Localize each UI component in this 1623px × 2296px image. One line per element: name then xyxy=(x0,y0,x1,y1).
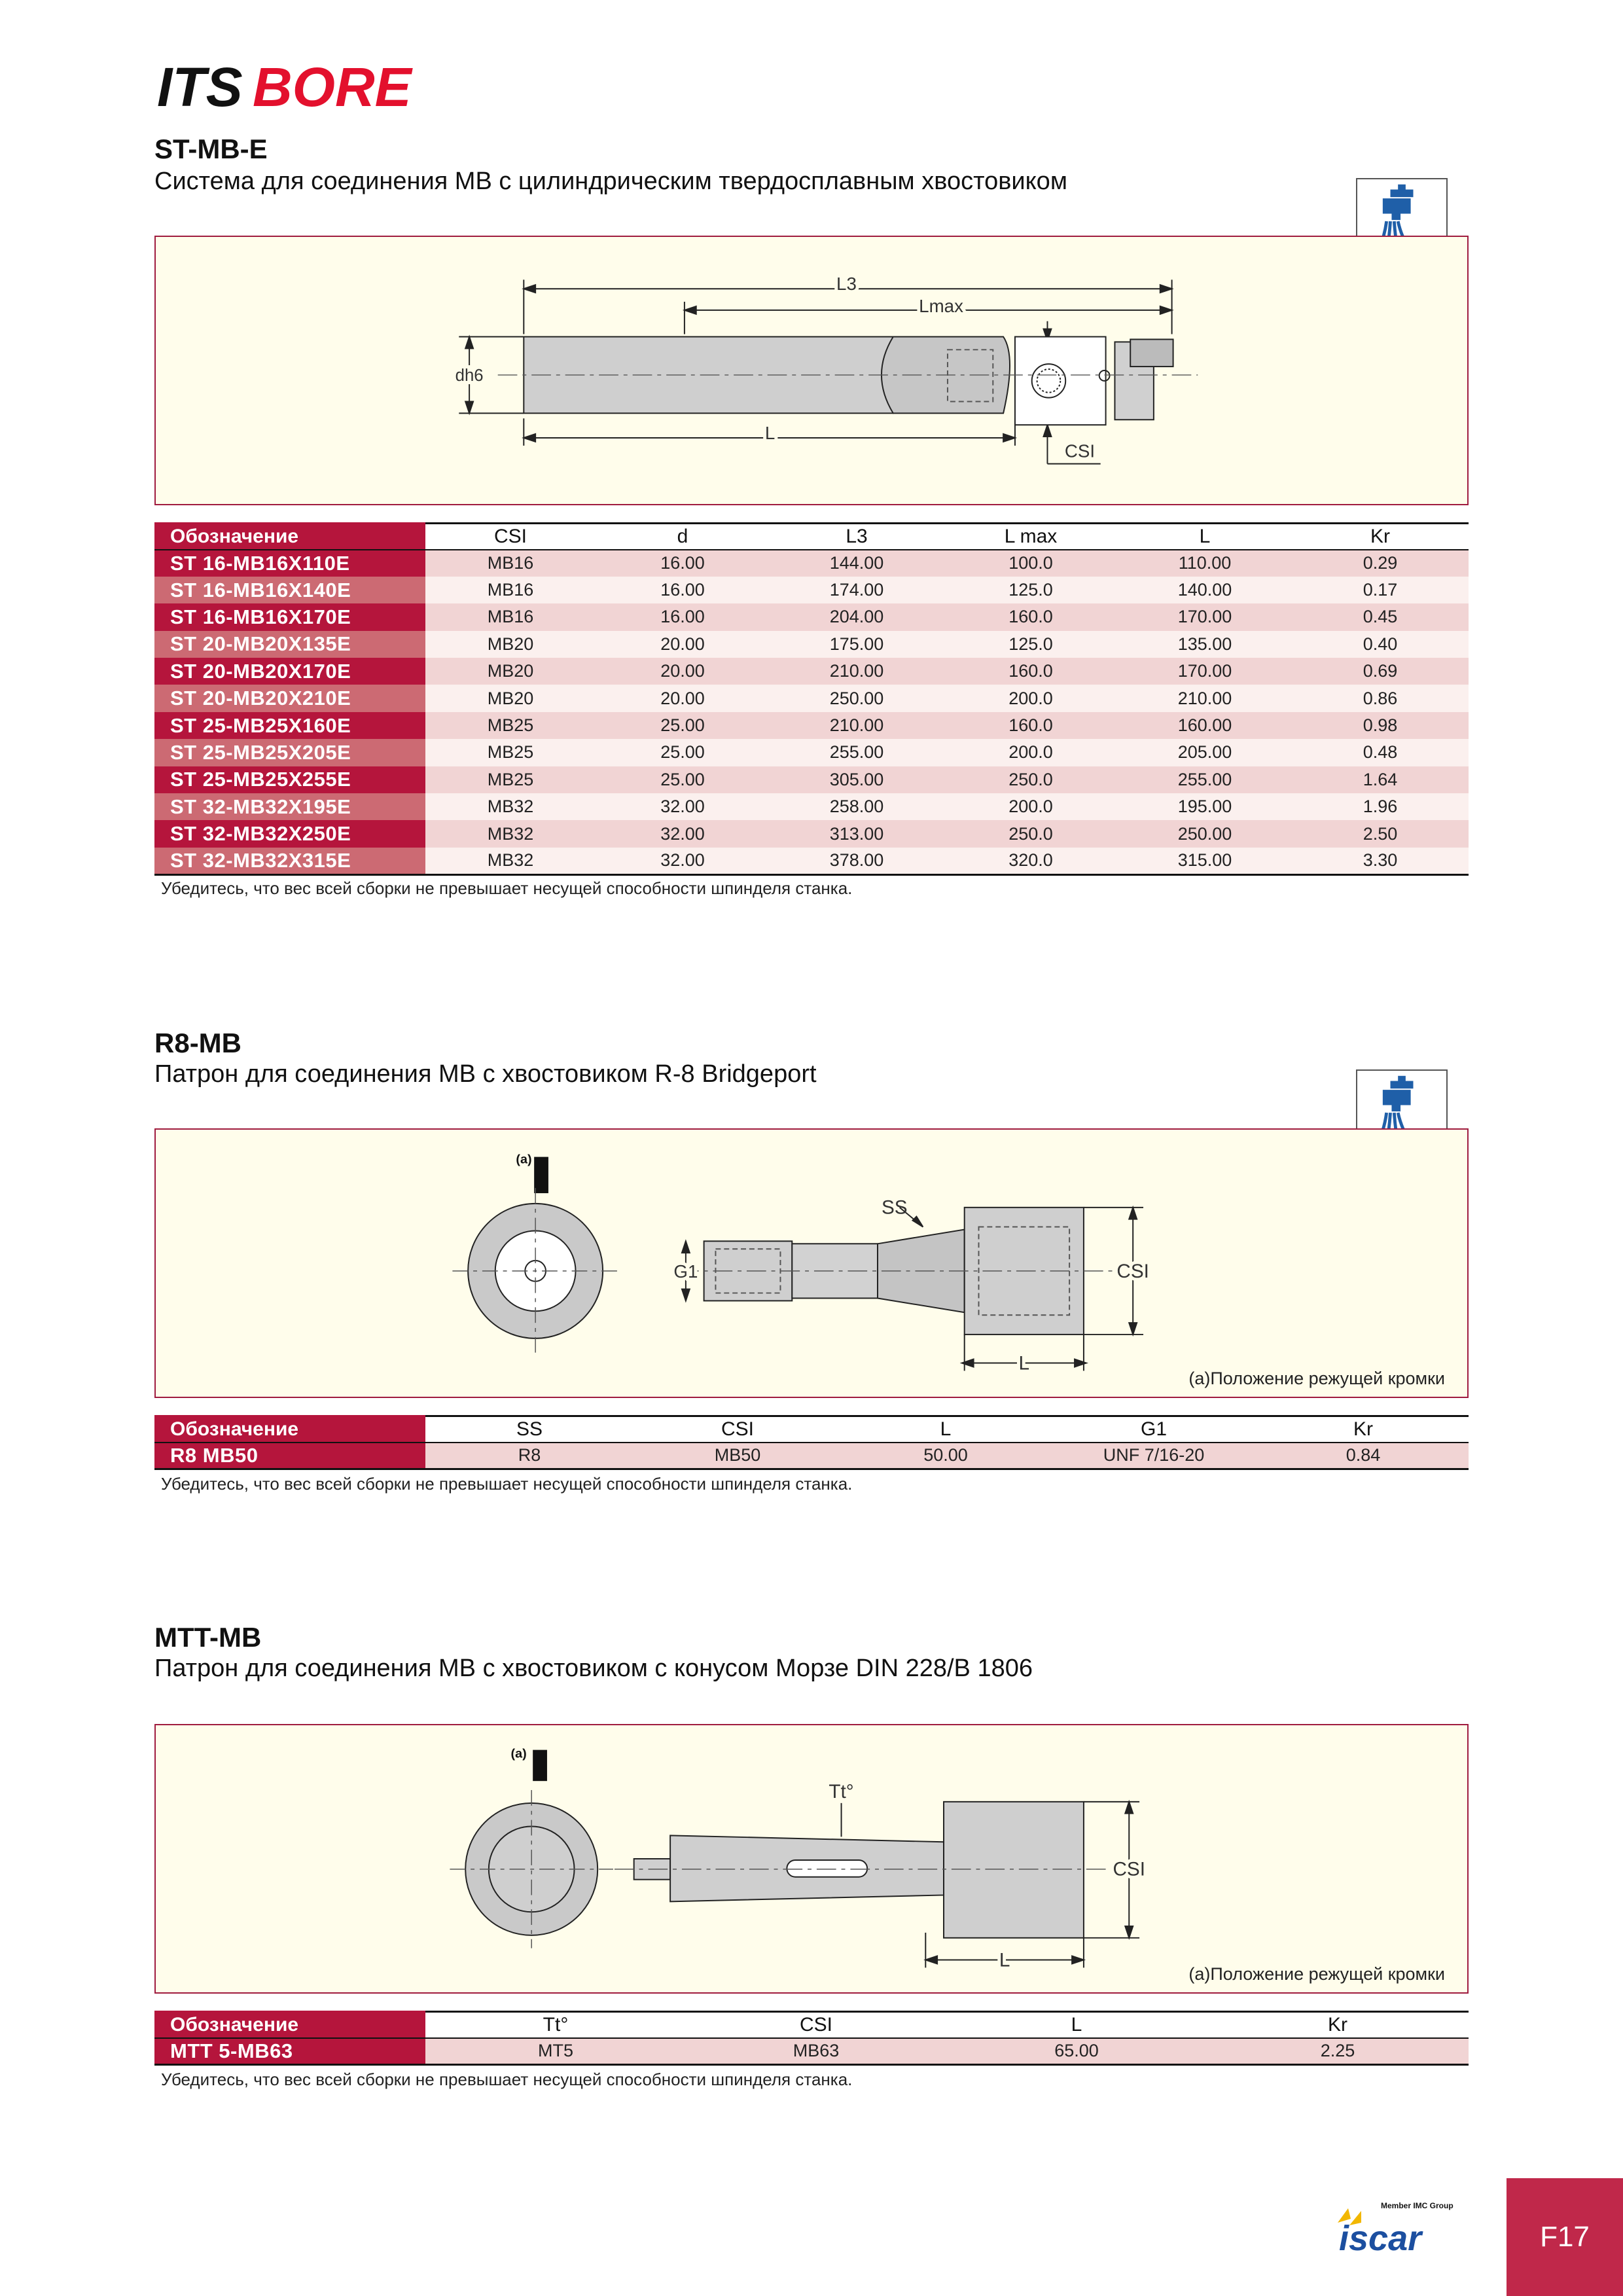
col-kr: Kr xyxy=(1292,524,1469,550)
section-subtitle-st-mb-e: Система для соединения MB с цилиндрическим твердосплавным хвостовиком xyxy=(154,168,1067,195)
table-cell: 20.00 xyxy=(596,685,770,711)
table-cell: MB32 xyxy=(425,820,596,847)
col-csi: CSI xyxy=(633,1416,842,1443)
member-imc-text: Member IMC Group xyxy=(1381,2201,1454,2210)
table-cell: 200.0 xyxy=(944,793,1118,820)
col-csi: CSI xyxy=(686,2012,946,2038)
col-d: d xyxy=(596,524,770,550)
table-row xyxy=(154,658,1469,685)
label-csi: CSI xyxy=(1116,1260,1149,1282)
label-csi: CSI xyxy=(1113,1858,1145,1880)
table-cell: 250.0 xyxy=(944,820,1118,847)
dim-label-d: dh6 xyxy=(455,366,484,385)
table-header xyxy=(154,524,1469,550)
table-cell: UNF 7/16-20 xyxy=(1050,1443,1258,1469)
designation-cell: ST 20-MB20X170E xyxy=(154,658,425,685)
table-cell: 32.00 xyxy=(596,848,770,874)
table-cell: 195.00 xyxy=(1118,793,1292,820)
table-cell: 0.48 xyxy=(1292,739,1469,766)
table-cell: MB20 xyxy=(425,685,596,711)
table-cell: 200.0 xyxy=(944,685,1118,711)
table-cell: 160.0 xyxy=(944,603,1118,630)
col-tt: Tt° xyxy=(425,2012,686,2038)
table-cell: 3.30 xyxy=(1292,848,1469,874)
table-row xyxy=(154,1443,1469,1469)
dim-label-lmax: Lmax xyxy=(919,295,963,316)
label-a: (a) xyxy=(510,1746,527,1761)
table-row xyxy=(154,550,1469,577)
col-l: L xyxy=(946,2012,1207,2038)
table-cell: 20.00 xyxy=(596,658,770,685)
col-lmax: L max xyxy=(944,524,1118,550)
table-cell: MB25 xyxy=(425,766,596,793)
designation-cell: ST 20-MB20X135E xyxy=(154,631,425,658)
mtt-mb-drawing xyxy=(156,1725,1467,1992)
table-row xyxy=(154,685,1469,711)
table-cell: 0.29 xyxy=(1292,550,1469,577)
table-cell: 0.45 xyxy=(1292,603,1469,630)
table-cell: 170.00 xyxy=(1118,658,1292,685)
st-mb-e-table xyxy=(154,522,1469,876)
table-cell: 0.84 xyxy=(1258,1443,1469,1469)
table-cell: 32.00 xyxy=(596,820,770,847)
st-mb-e-drawing-panel xyxy=(154,236,1469,505)
table-cell: MB20 xyxy=(425,631,596,658)
table-cell: 144.00 xyxy=(770,550,944,577)
col-csi: CSI xyxy=(425,524,596,550)
table-cell: 250.00 xyxy=(1118,820,1292,847)
itsbore-logo xyxy=(154,58,436,117)
mtt-mb-table xyxy=(154,2011,1469,2066)
table-cell: 100.0 xyxy=(944,550,1118,577)
col-designation: Обозначение xyxy=(154,524,425,550)
table-cell: MB32 xyxy=(425,793,596,820)
table-cell: 2.50 xyxy=(1292,820,1469,847)
label-l: L xyxy=(999,1949,1010,1971)
table-cell: MB32 xyxy=(425,848,596,874)
table-cell: 200.0 xyxy=(944,739,1118,766)
table-cell: 0.17 xyxy=(1292,577,1469,603)
table-row xyxy=(154,712,1469,739)
label-ss: SS xyxy=(881,1196,908,1219)
section-subtitle-mtt-mb: Патрон для соединения MB с хвостовиком с конусом Морзе DIN 228/B 1806 xyxy=(154,1655,1033,1682)
table-cell: MB63 xyxy=(686,2038,946,2065)
mtt-mb-drawing-panel xyxy=(154,1724,1469,1994)
dim-label-l: L xyxy=(764,422,776,443)
dim-label-csi: CSI xyxy=(1064,440,1096,461)
table-cell: 65.00 xyxy=(946,2038,1207,2065)
table-cell: 160.00 xyxy=(1118,712,1292,739)
section-title-st-mb-e: ST-MB-E xyxy=(154,134,268,164)
table-cell: 1.96 xyxy=(1292,793,1469,820)
table-cell: 305.00 xyxy=(770,766,944,793)
r8-mb-table xyxy=(154,1415,1469,1470)
table-cell: 378.00 xyxy=(770,848,944,874)
table-cell: MB20 xyxy=(425,658,596,685)
designation-cell: ST 32-MB32X195E xyxy=(154,793,425,820)
table-cell: 174.00 xyxy=(770,577,944,603)
designation-cell: ST 16-MB16X140E xyxy=(154,577,425,603)
designation-cell: ST 20-MB20X210E xyxy=(154,685,425,711)
table-cell: 160.0 xyxy=(944,658,1118,685)
table-cell: 320.0 xyxy=(944,848,1118,874)
table-cell: 255.00 xyxy=(1118,766,1292,793)
table-row xyxy=(154,793,1469,820)
designation-cell: MTT 5-MB63 xyxy=(154,2038,425,2065)
table-cell: MB16 xyxy=(425,603,596,630)
table-cell: 25.00 xyxy=(596,739,770,766)
logo-bore: BORE xyxy=(253,58,412,117)
table-cell: 250.00 xyxy=(770,685,944,711)
table-cell: 16.00 xyxy=(596,577,770,603)
table-cell: MB16 xyxy=(425,577,596,603)
r8-mb-drawing-panel xyxy=(154,1128,1469,1398)
col-l: L xyxy=(842,1416,1050,1443)
table-cell: MB25 xyxy=(425,712,596,739)
table-row xyxy=(154,739,1469,766)
table-cell: 2.25 xyxy=(1207,2038,1469,2065)
table-cell: 0.86 xyxy=(1292,685,1469,711)
table-cell: 210.00 xyxy=(1118,685,1292,711)
designation-cell: ST 25-MB25X255E xyxy=(154,766,425,793)
table-cell: R8 xyxy=(425,1443,633,1469)
table-cell: 1.64 xyxy=(1292,766,1469,793)
table-cell: 50.00 xyxy=(842,1443,1050,1469)
table-cell: 210.00 xyxy=(770,712,944,739)
dim-label-l3: L3 xyxy=(836,274,857,295)
col-kr: Kr xyxy=(1258,1416,1469,1443)
table-cell: 110.00 xyxy=(1118,550,1292,577)
cutting-edge-caption: (a)Положение режущей кромки xyxy=(1188,1964,1445,1984)
table-cell: 0.69 xyxy=(1292,658,1469,685)
logo-its: ITS xyxy=(157,58,243,117)
col-ss: SS xyxy=(425,1416,633,1443)
table-row xyxy=(154,820,1469,847)
table-header xyxy=(154,2012,1469,2038)
table-cell: 25.00 xyxy=(596,712,770,739)
table-cell: MB16 xyxy=(425,550,596,577)
table-cell: 205.00 xyxy=(1118,739,1292,766)
designation-cell: ST 25-MB25X205E xyxy=(154,739,425,766)
table-cell: 25.00 xyxy=(596,766,770,793)
designation-cell: ST 25-MB25X160E xyxy=(154,712,425,739)
label-l: L xyxy=(1018,1352,1030,1374)
label-tt: Tt° xyxy=(829,1780,854,1803)
table-cell: 0.98 xyxy=(1292,712,1469,739)
col-designation: Обозначение xyxy=(154,1416,425,1443)
note-mtt-mb: Убедитесь, что вес всей сборки не превышает несущей способности шпинделя станка. xyxy=(161,2070,853,2089)
table-row xyxy=(154,577,1469,603)
designation-cell: ST 32-MB32X315E xyxy=(154,848,425,874)
cutting-edge-caption: (a)Положение режущей кромки xyxy=(1188,1369,1445,1388)
table-cell: 16.00 xyxy=(596,550,770,577)
table-cell: 250.0 xyxy=(944,766,1118,793)
table-cell: 125.0 xyxy=(944,631,1118,658)
table-cell: 32.00 xyxy=(596,793,770,820)
col-l: L xyxy=(1118,524,1292,550)
table-cell: 20.00 xyxy=(596,631,770,658)
table-cell: 175.00 xyxy=(770,631,944,658)
col-kr: Kr xyxy=(1207,2012,1469,2038)
table-cell: MT5 xyxy=(425,2038,686,2065)
table-cell: 258.00 xyxy=(770,793,944,820)
col-g1: G1 xyxy=(1050,1416,1258,1443)
table-row xyxy=(154,2038,1469,2065)
table-row xyxy=(154,766,1469,793)
st-mb-e-drawing xyxy=(156,237,1467,504)
designation-cell: R8 MB50 xyxy=(154,1443,425,1469)
col-designation: Обозначение xyxy=(154,2012,425,2038)
table-cell: 313.00 xyxy=(770,820,944,847)
note-r8-mb: Убедитесь, что вес всей сборки не превышает несущей способности шпинделя станка. xyxy=(161,1474,853,1494)
iscar-wordmark: iscar xyxy=(1339,2219,1422,2258)
col-l3: L3 xyxy=(770,524,944,550)
table-cell: 140.00 xyxy=(1118,577,1292,603)
label-g1: G1 xyxy=(673,1261,698,1282)
table-cell: 135.00 xyxy=(1118,631,1292,658)
label-a: (a) xyxy=(516,1152,532,1167)
designation-cell: ST 32-MB32X250E xyxy=(154,820,425,847)
table-cell: MB25 xyxy=(425,739,596,766)
page-tab: F17 xyxy=(1507,2178,1623,2296)
table-cell: MB50 xyxy=(633,1443,842,1469)
table-row xyxy=(154,603,1469,630)
table-cell: 315.00 xyxy=(1118,848,1292,874)
table-cell: 210.00 xyxy=(770,658,944,685)
table-cell: 125.0 xyxy=(944,577,1118,603)
table-cell: 16.00 xyxy=(596,603,770,630)
table-row xyxy=(154,631,1469,658)
designation-cell: ST 16-MB16X110E xyxy=(154,550,425,577)
table-cell: 255.00 xyxy=(770,739,944,766)
section-title-r8-mb: R8-MB xyxy=(154,1028,241,1058)
table-cell: 170.00 xyxy=(1118,603,1292,630)
section-subtitle-r8-mb: Патрон для соединения MB с хвостовиком R-8 Bridgeport xyxy=(154,1060,817,1088)
designation-cell: ST 16-MB16X170E xyxy=(154,603,425,630)
iscar-logo xyxy=(1335,2199,1472,2258)
table-header xyxy=(154,1416,1469,1443)
table-cell: 0.40 xyxy=(1292,631,1469,658)
table-cell: 204.00 xyxy=(770,603,944,630)
table-row xyxy=(154,848,1469,874)
table-cell: 160.0 xyxy=(944,712,1118,739)
note-st-mb-e: Убедитесь, что вес всей сборки не превышает несущей способности шпинделя станка. xyxy=(161,878,853,898)
section-title-mtt-mb: MTT-MB xyxy=(154,1622,262,1653)
r8-mb-drawing xyxy=(156,1130,1467,1397)
